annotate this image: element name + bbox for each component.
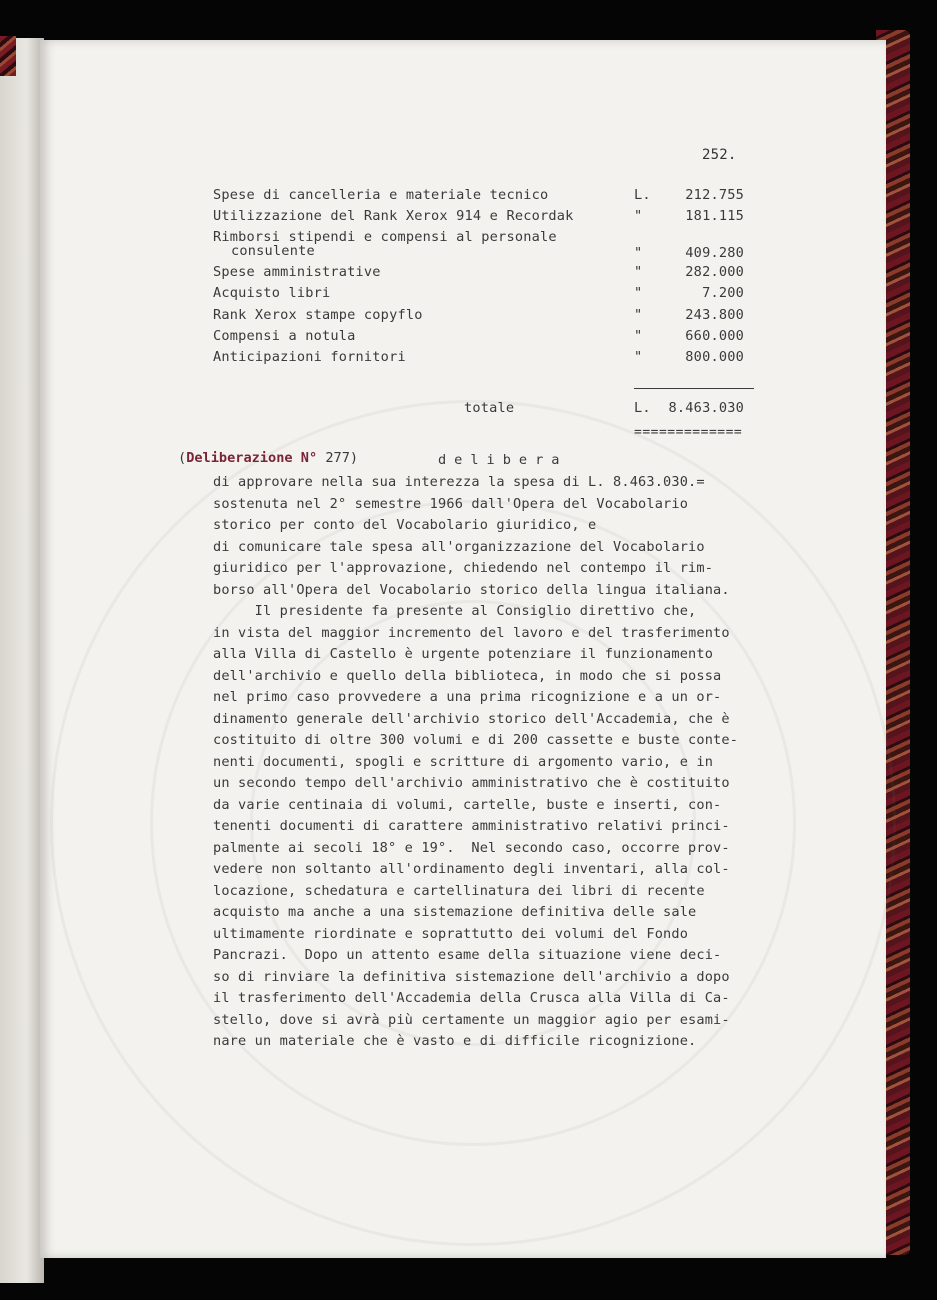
left-cover-marbled bbox=[0, 36, 16, 76]
body-line: tenenti documenti di carattere amministrativo relativi princi- bbox=[213, 818, 730, 834]
body-line: di comunicare tale spesa all'organizzazione del Vocabolario bbox=[213, 539, 705, 555]
expense-row bbox=[0, 287, 937, 307]
body-line: Il presidente fa presente al Consiglio direttivo che, bbox=[213, 603, 697, 619]
body-line: nenti documenti, spogli e scritture di argomento vario, e in bbox=[213, 754, 714, 770]
expense-item: Spese amministrative bbox=[213, 264, 381, 280]
body-line: nare un materiale che è vasto e di difficile ricognizione. bbox=[213, 1033, 697, 1049]
body-line: da varie centinaia di volumi, cartelle, buste e inserti, con- bbox=[213, 797, 722, 813]
body-line: ultimamente riordinate e soprattutto dei volumi del Fondo bbox=[213, 926, 689, 942]
expense-currency: " bbox=[634, 349, 643, 365]
deliberation-label: Deliberazione N° bbox=[186, 450, 318, 466]
body-line: costituito di oltre 300 volumi e di 200 cassette e buste conte- bbox=[213, 732, 739, 748]
body-line: vedere non soltanto all'ordinamento degli inventari, alla col- bbox=[213, 861, 730, 877]
expense-row bbox=[0, 351, 937, 371]
body-line: sostenuta nel 2° semestre 1966 dall'Opera del Vocabolario bbox=[213, 496, 689, 512]
body-line: dell'archivio e quello della biblioteca, in modo che si possa bbox=[213, 668, 722, 684]
body-line: dinamento generale dell'archivio storico dell'Accademia, che è bbox=[213, 711, 730, 727]
deliberation-open: ( bbox=[178, 450, 187, 466]
expense-row bbox=[0, 189, 937, 209]
expense-amount: 181.115 bbox=[685, 208, 744, 224]
expense-row bbox=[0, 266, 937, 286]
total-rule bbox=[634, 388, 754, 389]
expense-row bbox=[0, 330, 937, 350]
total-double-underline: ============= bbox=[634, 425, 743, 440]
expense-currency: " bbox=[634, 285, 643, 301]
body-line: palmente ai secoli 18° e 19°. Nel secondo caso, occorre prov- bbox=[213, 840, 730, 856]
expense-row bbox=[0, 309, 937, 329]
expense-amount: 212.755 bbox=[685, 187, 744, 203]
deliberation-number: 277) bbox=[317, 450, 359, 466]
total-label: totale bbox=[464, 400, 515, 416]
page-number: 252. bbox=[702, 147, 737, 163]
expense-amount: 800.000 bbox=[685, 349, 744, 365]
expense-currency: L. bbox=[634, 187, 651, 203]
expense-amount: 243.800 bbox=[685, 307, 744, 323]
total-amount: 8.463.030 bbox=[668, 400, 744, 416]
expense-amount: 282.000 bbox=[685, 264, 744, 280]
body-line: borso all'Opera del Vocabolario storico della lingua italiana. bbox=[213, 582, 730, 598]
expense-currency: " bbox=[634, 307, 643, 323]
body-line: un secondo tempo dell'archivio amministrativo che è costituito bbox=[213, 775, 730, 791]
expense-item: Acquisto libri bbox=[213, 285, 331, 301]
deliberation-ref bbox=[178, 450, 358, 466]
expense-item: Spese di cancelleria e materiale tecnico bbox=[213, 187, 549, 203]
total-currency: L. bbox=[634, 400, 651, 416]
expense-item-continued: consulente bbox=[231, 243, 315, 259]
expense-item: Rimborsi stipendi e compensi al personale bbox=[213, 229, 557, 245]
body-line: stello, dove si avrà più certamente un maggior agio per esami- bbox=[213, 1012, 730, 1028]
body-line: di approvare nella sua interezza la spesa di L. 8.463.030.= bbox=[213, 474, 705, 490]
expense-amount: 409.280 bbox=[685, 245, 744, 261]
expense-currency: " bbox=[634, 208, 643, 224]
expense-item: Utilizzazione del Rank Xerox 914 e Recordak bbox=[213, 208, 574, 224]
expense-row bbox=[0, 210, 937, 230]
body-line: giuridico per l'approvazione, chiedendo nel contempo il rim- bbox=[213, 560, 714, 576]
total-row bbox=[0, 402, 937, 422]
body-line: nel primo caso provvedere a una prima ricognizione e a un or- bbox=[213, 689, 722, 705]
expense-amount: 660.000 bbox=[685, 328, 744, 344]
expense-amount: 7.200 bbox=[702, 285, 744, 301]
expense-item: Anticipazioni fornitori bbox=[213, 349, 406, 365]
body-line: locazione, schedatura e cartellinatura dei libri di recente bbox=[213, 883, 705, 899]
expense-row bbox=[0, 245, 937, 265]
expense-currency: " bbox=[634, 245, 643, 261]
body-line: il trasferimento dell'Accademia della Crusca alla Villa di Ca- bbox=[213, 990, 730, 1006]
body-line: so di rinviare la definitiva sistemazione dell'archivio a dopo bbox=[213, 969, 730, 985]
body-line: Pancrazi. Dopo un attento esame della situazione viene deci- bbox=[213, 947, 722, 963]
deliberation-verb: delibera bbox=[438, 452, 568, 468]
expense-item: Compensi a notula bbox=[213, 328, 356, 344]
expense-currency: " bbox=[634, 328, 643, 344]
expense-currency: " bbox=[634, 264, 643, 280]
body-line: acquisto ma anche a una sistemazione definitiva delle sale bbox=[213, 904, 697, 920]
body-line: storico per conto del Vocabolario giuridico, e bbox=[213, 517, 597, 533]
expense-item: Rank Xerox stampe copyflo bbox=[213, 307, 423, 323]
body-line: alla Villa di Castello è urgente potenziare il funzionamento bbox=[213, 646, 714, 662]
body-line: in vista del maggior incremento del lavoro e del trasferimento bbox=[213, 625, 730, 641]
